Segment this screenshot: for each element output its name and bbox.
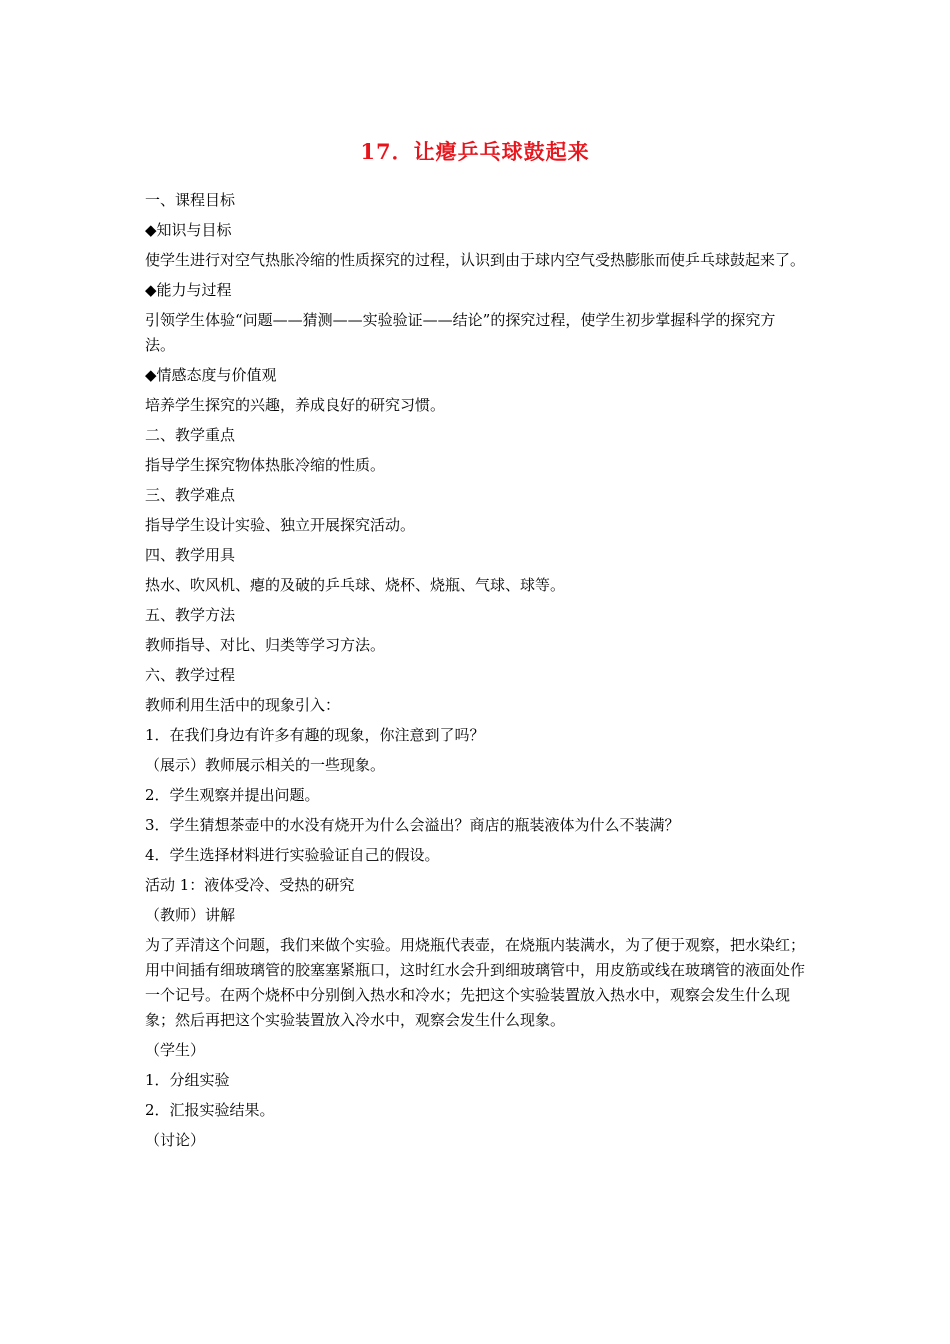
paragraph-attitude: 培养学生探究的兴趣，养成良好的研究习惯。 <box>145 396 446 414</box>
section-heading-process: 六、教学过程 <box>145 666 236 684</box>
subheading-knowledge: ◆知识与目标 <box>145 221 232 239</box>
page-title: 17．让瘪乒乓球鼓起来 <box>360 139 590 165</box>
activity-heading: 活动 1：液体受冷、受热的研究 <box>145 876 355 894</box>
paragraph-key-points: 指导学生探究物体热胀冷缩的性质。 <box>145 456 386 474</box>
section-heading-tools: 四、教学用具 <box>145 546 236 564</box>
list-item: 1．分组实验 <box>145 1071 230 1089</box>
paragraph-difficulties: 指导学生设计实验、独立开展探究活动。 <box>145 516 416 534</box>
list-item: 3．学生猜想茶壶中的水没有烧开为什么会溢出？商店的瓶装液体为什么不装满？ <box>145 816 680 834</box>
section-heading-difficulties: 三、教学难点 <box>145 486 236 504</box>
document-body <box>145 185 805 1155</box>
paragraph-intro: 教师利用生活中的现象引入： <box>145 696 341 714</box>
list-item: 2．汇报实验结果。 <box>145 1101 275 1119</box>
paragraph-experiment: 为了弄清这个问题，我们来做个实验。用烧瓶代表壶，在烧瓶内装满水，为了便于观察，把水染红；用中间插有细玻璃管的胶塞塞紧瓶口，这时红水会升到细玻璃管中，用皮筋或线在玻璃管的液面处作一个记号。在两个烧杯中分别倒入热水和冷水；先把这个实验装置放入热水中，观察会发生什么现象；然后再把这个实验装置放入冷水中，观察会发生什么现象。 <box>145 936 806 1029</box>
paragraph-methods: 教师指导、对比、归类等学习方法。 <box>145 636 386 654</box>
list-item: 4．学生选择材料进行实验验证自己的假设。 <box>145 846 440 864</box>
paragraph-tools: 热水、吹风机、瘪的及破的乒乓球、烧杯、烧瓶、气球、球等。 <box>145 576 566 594</box>
paragraph-knowledge: 使学生进行对空气热胀冷缩的性质探究的过程，认识到由于球内空气受热膨胀而使乒乓球鼓起来了。 <box>145 251 806 269</box>
paragraph-students: （学生） <box>145 1041 206 1059</box>
paragraph-display: （展示）教师展示相关的一些现象。 <box>145 756 386 774</box>
section-heading-goals: 一、课程目标 <box>145 191 236 209</box>
subheading-attitude: ◆情感态度与价值观 <box>145 366 277 384</box>
subheading-ability: ◆能力与过程 <box>145 281 232 299</box>
section-heading-methods: 五、教学方法 <box>145 606 236 624</box>
list-item: 1．在我们身边有许多有趣的现象，你注意到了吗？ <box>145 726 485 744</box>
list-item: 2．学生观察并提出问题。 <box>145 786 320 804</box>
paragraph-ability: 引领学生体验“问题——猜测——实验验证——结论”的探究过程，使学生初步掌握科学的探究方法。 <box>145 311 776 354</box>
paragraph-teacher-explains: （教师）讲解 <box>145 906 236 924</box>
section-heading-key-points: 二、教学重点 <box>145 426 236 444</box>
paragraph-discussion: （讨论） <box>145 1131 206 1149</box>
